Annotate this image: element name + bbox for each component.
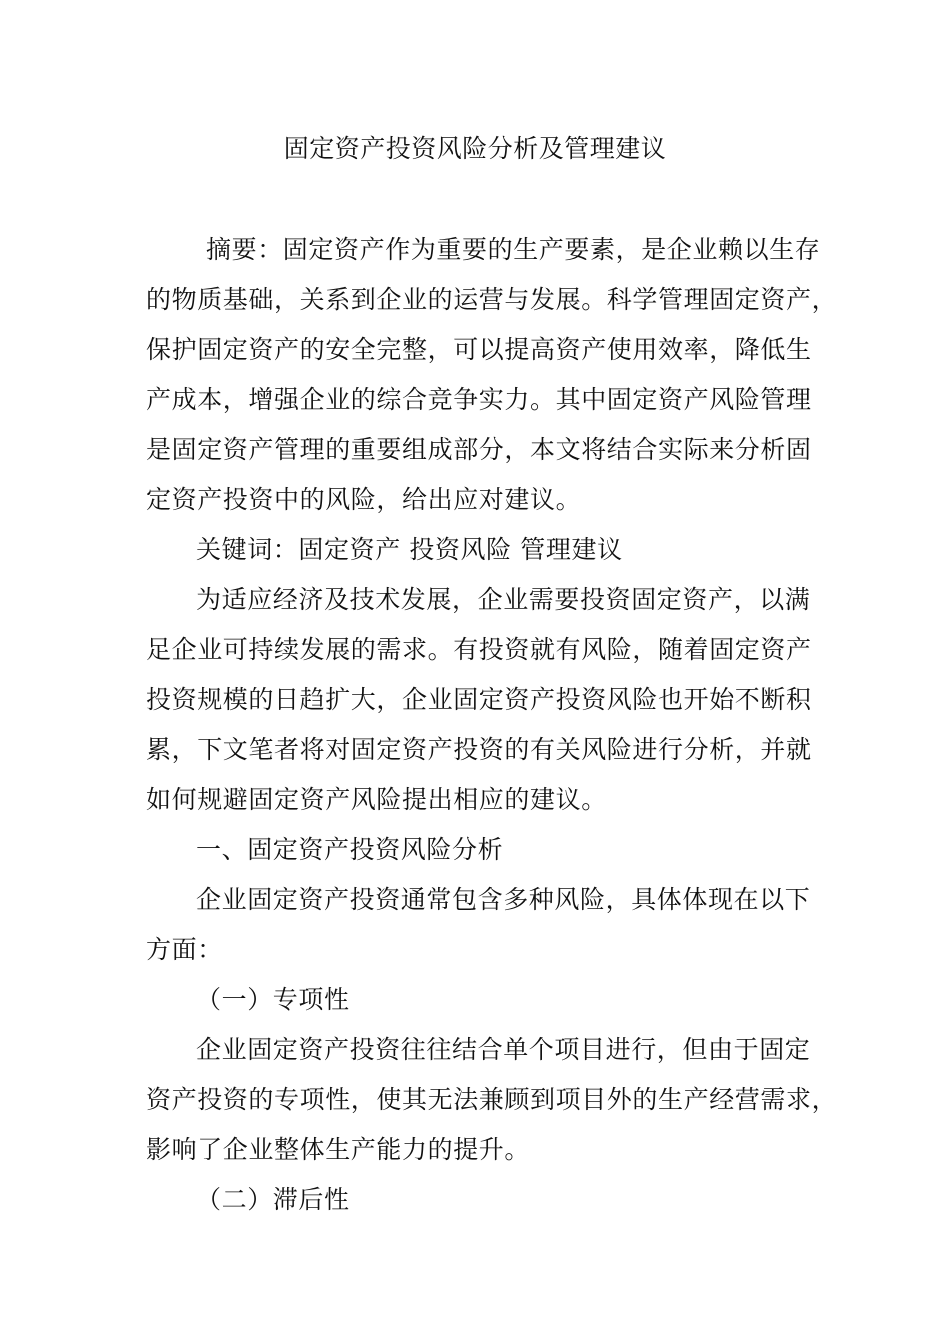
abstract-line-5: 是固定资产管理的重要组成部分，本文将结合实际来分析固 bbox=[146, 435, 812, 464]
intro-line-3: 投资规模的日趋扩大，企业固定资产投资风险也开始不断积 bbox=[146, 685, 812, 714]
section-1-line-1: 企业固定资产投资通常包含多种风险，具体体现在以下 bbox=[196, 885, 811, 914]
subsection-heading-1: （一）专项性 bbox=[196, 985, 350, 1014]
intro-line-4: 累，下文笔者将对固定资产投资的有关风险进行分析，并就 bbox=[146, 735, 812, 764]
section-1-line-2: 方面： bbox=[146, 935, 223, 964]
abstract-line-2: 的物质基础，关系到企业的运营与发展。科学管理固定资产， bbox=[146, 285, 838, 314]
intro-line-5: 如何规避固定资产风险提出相应的建议。 bbox=[146, 785, 607, 814]
abstract-line-6: 定资产投资中的风险，给出应对建议。 bbox=[146, 485, 582, 514]
document-title: 固定资产投资风险分析及管理建议 bbox=[283, 134, 667, 163]
keywords-line: 关键词：固定资产 投资风险 管理建议 bbox=[196, 535, 623, 564]
abstract-line-3: 保护固定资产的安全完整，可以提高资产使用效率，降低生 bbox=[146, 335, 812, 364]
subsection-1-line-3: 影响了企业整体生产能力的提升。 bbox=[146, 1135, 531, 1164]
subsection-1-line-1: 企业固定资产投资往往结合单个项目进行，但由于固定 bbox=[196, 1035, 811, 1064]
intro-line-1: 为适应经济及技术发展，企业需要投资固定资产，以满 bbox=[196, 585, 811, 614]
abstract-line-1: 摘要：固定资产作为重要的生产要素，是企业赖以生存 bbox=[206, 235, 821, 264]
intro-line-2: 足企业可持续发展的需求。有投资就有风险，随着固定资产 bbox=[146, 635, 812, 664]
subsection-heading-2: （二）滞后性 bbox=[196, 1185, 350, 1214]
section-heading-1: 一、固定资产投资风险分析 bbox=[196, 835, 504, 864]
subsection-1-line-2: 资产投资的专项性，使其无法兼顾到项目外的生产经营需求， bbox=[146, 1085, 838, 1114]
abstract-line-4: 产成本，增强企业的综合竞争实力。其中固定资产风险管理 bbox=[146, 385, 812, 414]
